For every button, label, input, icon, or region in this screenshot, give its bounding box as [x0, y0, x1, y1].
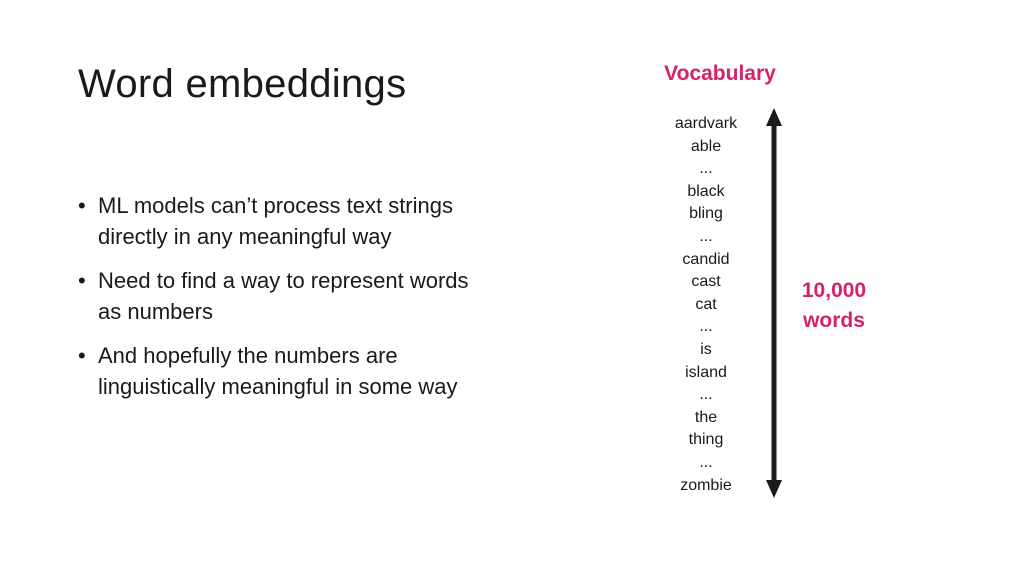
bullet-item	[78, 190, 488, 252]
bullet-item	[78, 265, 488, 327]
bullet-item	[78, 340, 488, 402]
vocabulary-word: the	[694, 408, 718, 426]
double-arrow-icon	[764, 106, 784, 500]
vocabulary-word: bling	[689, 205, 723, 223]
vocabulary-heading: Vocabulary	[664, 62, 776, 85]
vocabulary-word: aardvark	[674, 115, 738, 132]
vocabulary-word: candid	[682, 250, 730, 268]
vocabulary-list	[636, 113, 776, 497]
vocabulary-word: black	[687, 182, 725, 200]
vocabulary-word: is	[700, 340, 712, 358]
bullet-dot-icon: •	[78, 343, 86, 368]
vocabulary-size-unit: words	[803, 309, 865, 332]
vocabulary-word: cast	[691, 273, 721, 291]
vocabulary-ellipsis: ...	[699, 453, 713, 471]
vocabulary-word: cat	[695, 295, 717, 313]
vocabulary-word: thing	[688, 431, 724, 449]
vocabulary-size-label	[782, 276, 886, 336]
bullet-dot-icon: •	[78, 193, 86, 218]
bullet-text: ML models can’t process text strings directly in any meaningful way	[98, 193, 453, 249]
bullet-list	[78, 190, 488, 415]
vocabulary-word: zombie	[680, 476, 732, 494]
vocabulary-word: island	[685, 363, 727, 381]
bullet-text: And hopefully the numbers are linguistically meaningful in some way	[98, 343, 458, 399]
vocabulary-ellipsis: ...	[699, 227, 713, 245]
slide-title: Word embeddings	[78, 62, 407, 106]
vocabulary-ellipsis: ...	[699, 386, 713, 404]
vocabulary-size-count: 10,000	[801, 279, 867, 302]
vocabulary-word: able	[690, 137, 722, 155]
vocabulary-ellipsis: ...	[699, 318, 713, 336]
bullet-text: Need to find a way to represent words as numbers	[98, 268, 469, 324]
bullet-dot-icon: •	[78, 268, 86, 293]
vocabulary-ellipsis: ...	[699, 160, 713, 178]
